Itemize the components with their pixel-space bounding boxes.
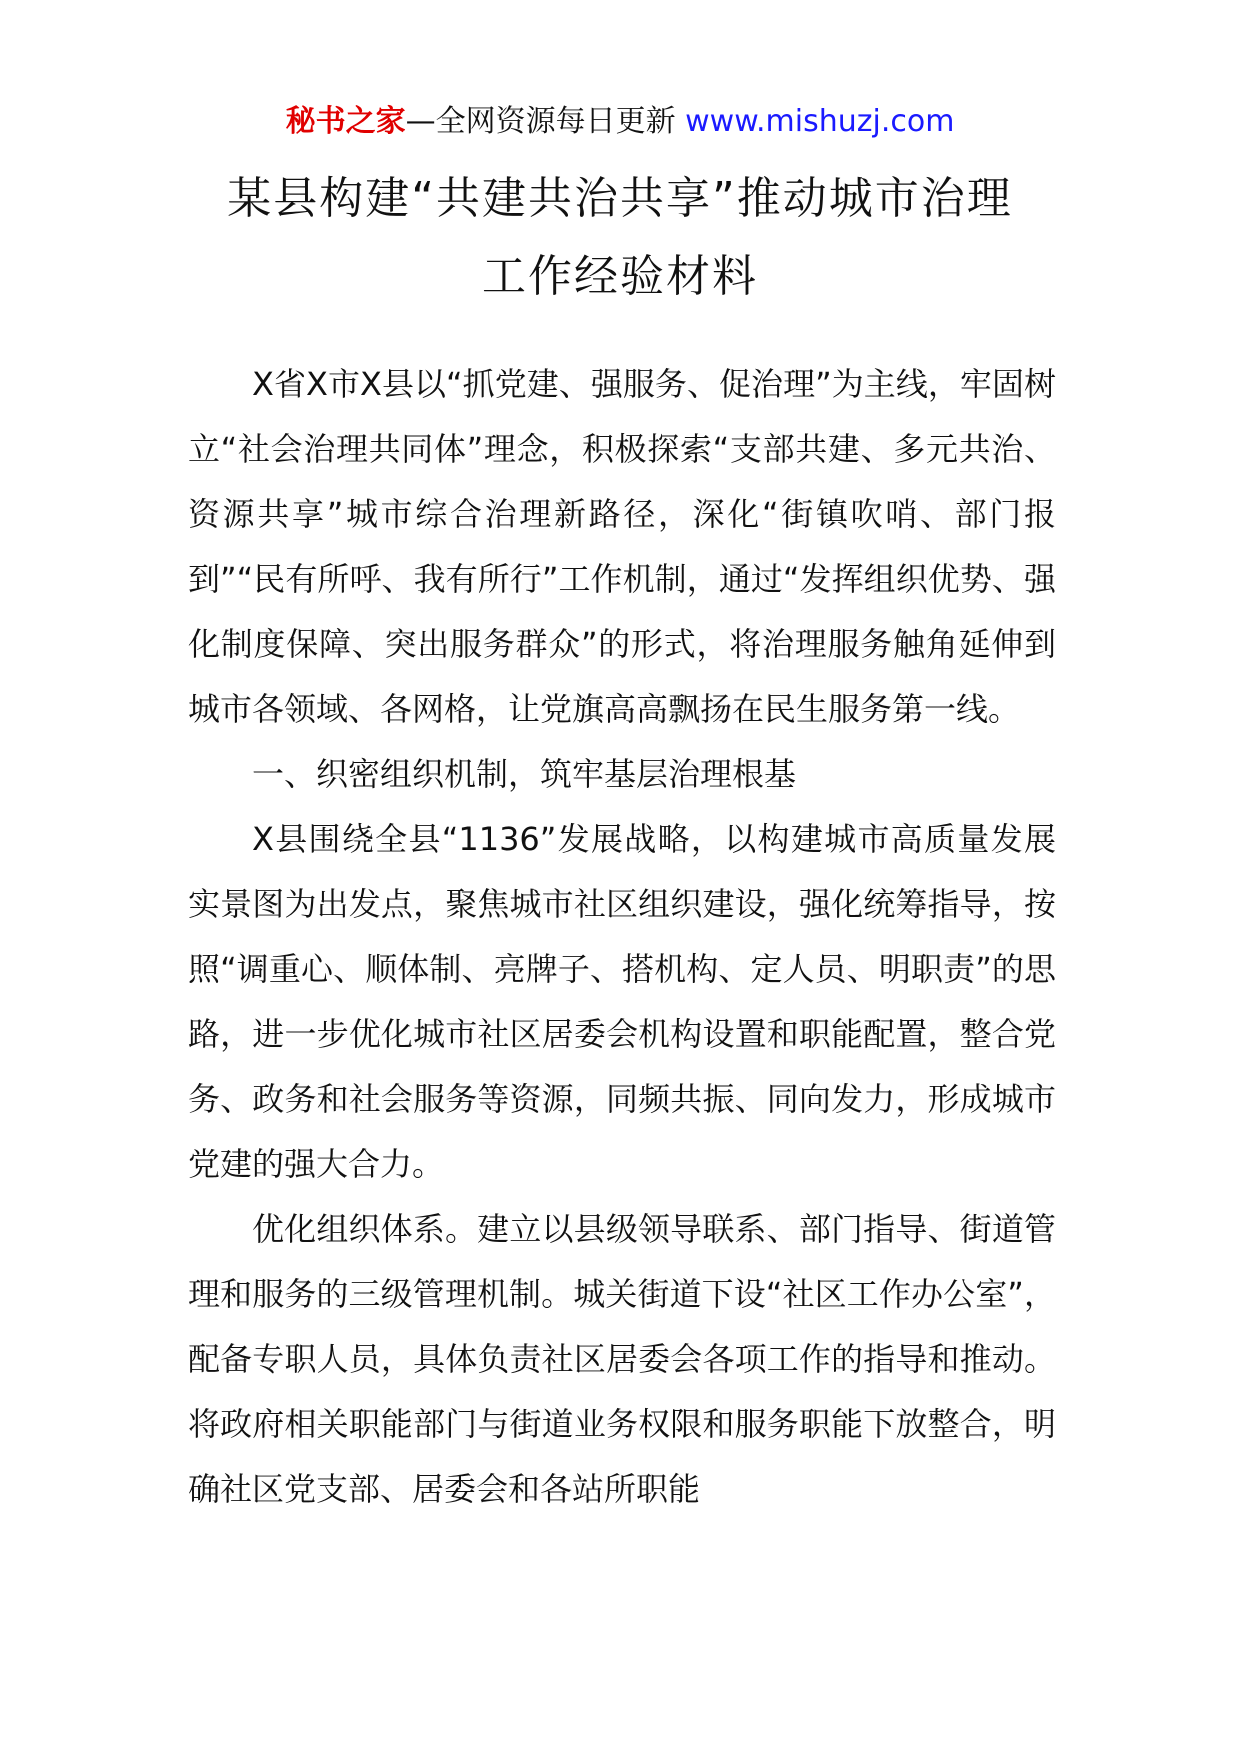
brand-name: 秘书之家: [285, 104, 406, 139]
title-line-2: 工作经验材料: [482, 251, 758, 302]
site-header: [0, 100, 1240, 144]
body-paragraph: 优化组织体系。建立以县级领导联系、部门指导、街道管理和服务的三级管理机制。城关街道下设“社区工作办公室”，配备专职人员，具体负责社区居委会各项工作的指导和推动。将政府相关职能部门与街道业务权限和服务职能下放整合，明确社区党支部、居委会和各站所职能: [188, 1210, 1056, 1508]
document-title: [140, 160, 1100, 316]
intro-paragraph: X省X市X县以“抓党建、强服务、促治理”为主线，牢固树立“社会治理共同体”理念，积极探索“支部共建、多元共治、资源共享”城市综合治理新路径，深化“街镇吹哨、部门报到”“民有所呼、我有所行”工作机制，通过“发挥组织优势、强化制度保障、突出服务群众”的形式，将治理服务触角延伸到城市各领域、各网格，让党旗高高飘扬在民生服务第一线。: [188, 365, 1056, 728]
title-line-1: 某县构建“共建共治共享”推动城市治理: [227, 173, 1013, 224]
section-heading-1: 一、织密组织机制，筑牢基层治理根基: [252, 755, 797, 793]
header-tagline: —全网资源每日更新: [405, 104, 676, 139]
site-url-link[interactable]: www.mishuzj.com: [685, 104, 955, 139]
document-body: [188, 352, 1056, 1522]
body-paragraph: X县围绕全县“1136”发展战略，以构建城市高质量发展实景图为出发点，聚焦城市社区组织建设，强化统筹指导，按照“调重心、顺体制、亮牌子、搭机构、定人员、明职责”的思路，进一步优化城市社区居委会机构设置和职能配置，整合党务、政务和社会服务等资源，同频共振、同向发力，形成城市党建的强大合力。: [188, 820, 1056, 1183]
